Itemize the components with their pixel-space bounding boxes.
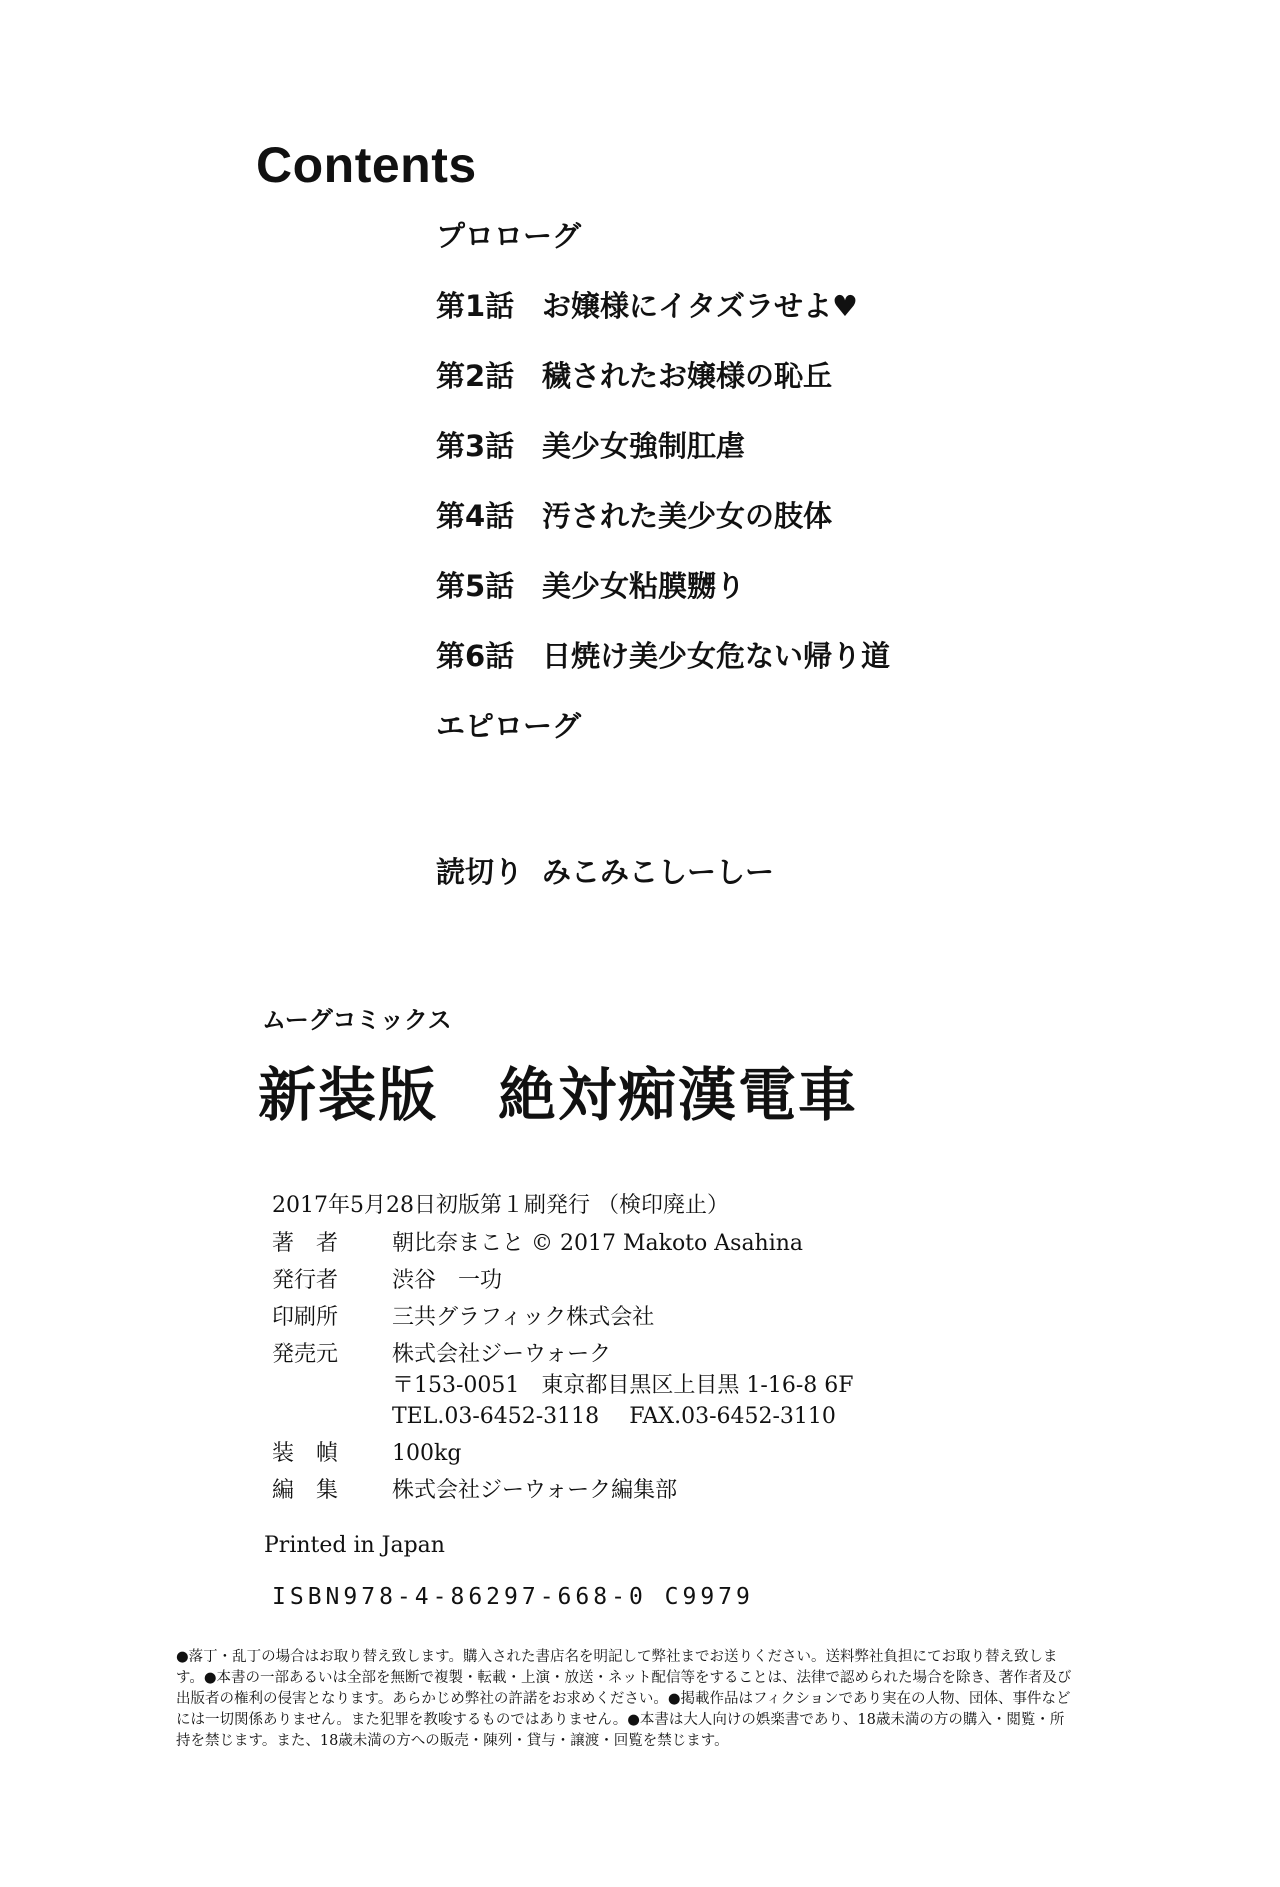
author-row xyxy=(272,1228,803,1260)
editor-row xyxy=(272,1475,677,1507)
editor-value: 株式会社ジーウォーク編集部 xyxy=(392,1478,678,1503)
design-label: 装 幀 xyxy=(272,1441,339,1466)
toc-item xyxy=(436,636,890,676)
toc-item xyxy=(436,216,581,256)
toc-number: 第5話 xyxy=(436,569,515,603)
toc-title: お嬢様にイタズラせよ♥ xyxy=(542,289,858,323)
author-label: 著 者 xyxy=(272,1231,339,1256)
toc-title: 美少女強制肛虐 xyxy=(542,429,746,463)
toc-item xyxy=(436,496,832,536)
toc-item xyxy=(436,852,774,892)
toc-item xyxy=(436,286,858,326)
seller-tel: TEL.03-6452-3118 xyxy=(392,1404,600,1429)
legal-notice: ●落丁・乱丁の場合はお取り替え致します。購入された書店名を明記して弊社までお送りください。送料弊社負担にてお取り替え致します。●本書の一部あるいは全部を無断で複製・転載・上演・放送・ネット配信等をすることは、法律で認められた場合を除き、著作者及び出版者の権利の侵害となります。あらかじめ弊社の許諾をお求めください。●掲載作品はフィクションであり実在の人物、団体、事件などには一切関係ありません。また犯罪を教唆するものではありません。●本書は大人向けの娯楽書であり、18歳未満の方の購入・閲覧・所持を禁じます。また、18歳未満の方への販売・陳列・貸与・譲渡・回覧を禁じます。 xyxy=(176,1649,1072,1749)
seller-contact xyxy=(392,1401,836,1433)
printer-label: 印刷所 xyxy=(272,1305,339,1330)
toc-number: 第6話 xyxy=(436,639,515,673)
book-title-main: 絶対痴漢電車 xyxy=(498,1061,859,1129)
toc-number: 第4話 xyxy=(436,499,515,533)
publisher-row xyxy=(272,1265,502,1297)
publication-date: 2017年5月28日初版第１刷発行 （検印廃止） xyxy=(272,1193,729,1218)
design-value: 100kg xyxy=(392,1441,462,1466)
toc-number: 第2話 xyxy=(436,359,515,393)
publisher-label: 発行者 xyxy=(272,1268,339,1293)
book-title-edition: 新装版 xyxy=(258,1061,439,1129)
publisher-value: 渋谷 一功 xyxy=(392,1268,503,1293)
toc-item xyxy=(436,356,832,396)
toc-number: 第1話 xyxy=(436,289,515,323)
toc-title: みこみこしーしー xyxy=(542,855,775,889)
contents-title: Contents xyxy=(256,137,477,193)
toc-title: 日焼け美少女危ない帰り道 xyxy=(542,639,891,673)
toc-title: 穢されたお嬢様の恥丘 xyxy=(542,359,833,393)
toc-title: 美少女粘膜嬲り xyxy=(542,569,746,603)
toc-item xyxy=(436,706,581,746)
seller-fax: FAX.03-6452-3110 xyxy=(629,1404,836,1429)
toc-number: 第3話 xyxy=(436,429,515,463)
seller-address: 〒153-0051 東京都目黒区上目黒 1-16-8 6F xyxy=(392,1373,854,1398)
toc-item xyxy=(436,426,745,466)
design-row xyxy=(272,1438,461,1470)
printed-in: Printed in Japan xyxy=(264,1533,445,1558)
author-value: 朝比奈まこと © 2017 Makoto Asahina xyxy=(392,1231,804,1256)
book-title xyxy=(258,1048,858,1132)
editor-label: 編 集 xyxy=(272,1478,339,1503)
seller-label: 発売元 xyxy=(272,1342,339,1367)
printer-value: 三共グラフィック株式会社 xyxy=(392,1305,655,1330)
toc-title: プロローグ xyxy=(436,219,582,253)
isbn: ISBN978-4-86297-668-0 C9979 xyxy=(272,1584,754,1610)
toc-title: エピローグ xyxy=(436,709,582,743)
toc-item xyxy=(436,566,745,606)
toc-title: 汚された美少女の肢体 xyxy=(542,499,833,533)
toc-number: 読切り xyxy=(436,855,524,889)
printer-row xyxy=(272,1302,654,1334)
series-name: ムーグコミックス xyxy=(262,1006,452,1034)
seller-row xyxy=(272,1339,611,1371)
seller-value: 株式会社ジーウォーク xyxy=(392,1342,612,1367)
